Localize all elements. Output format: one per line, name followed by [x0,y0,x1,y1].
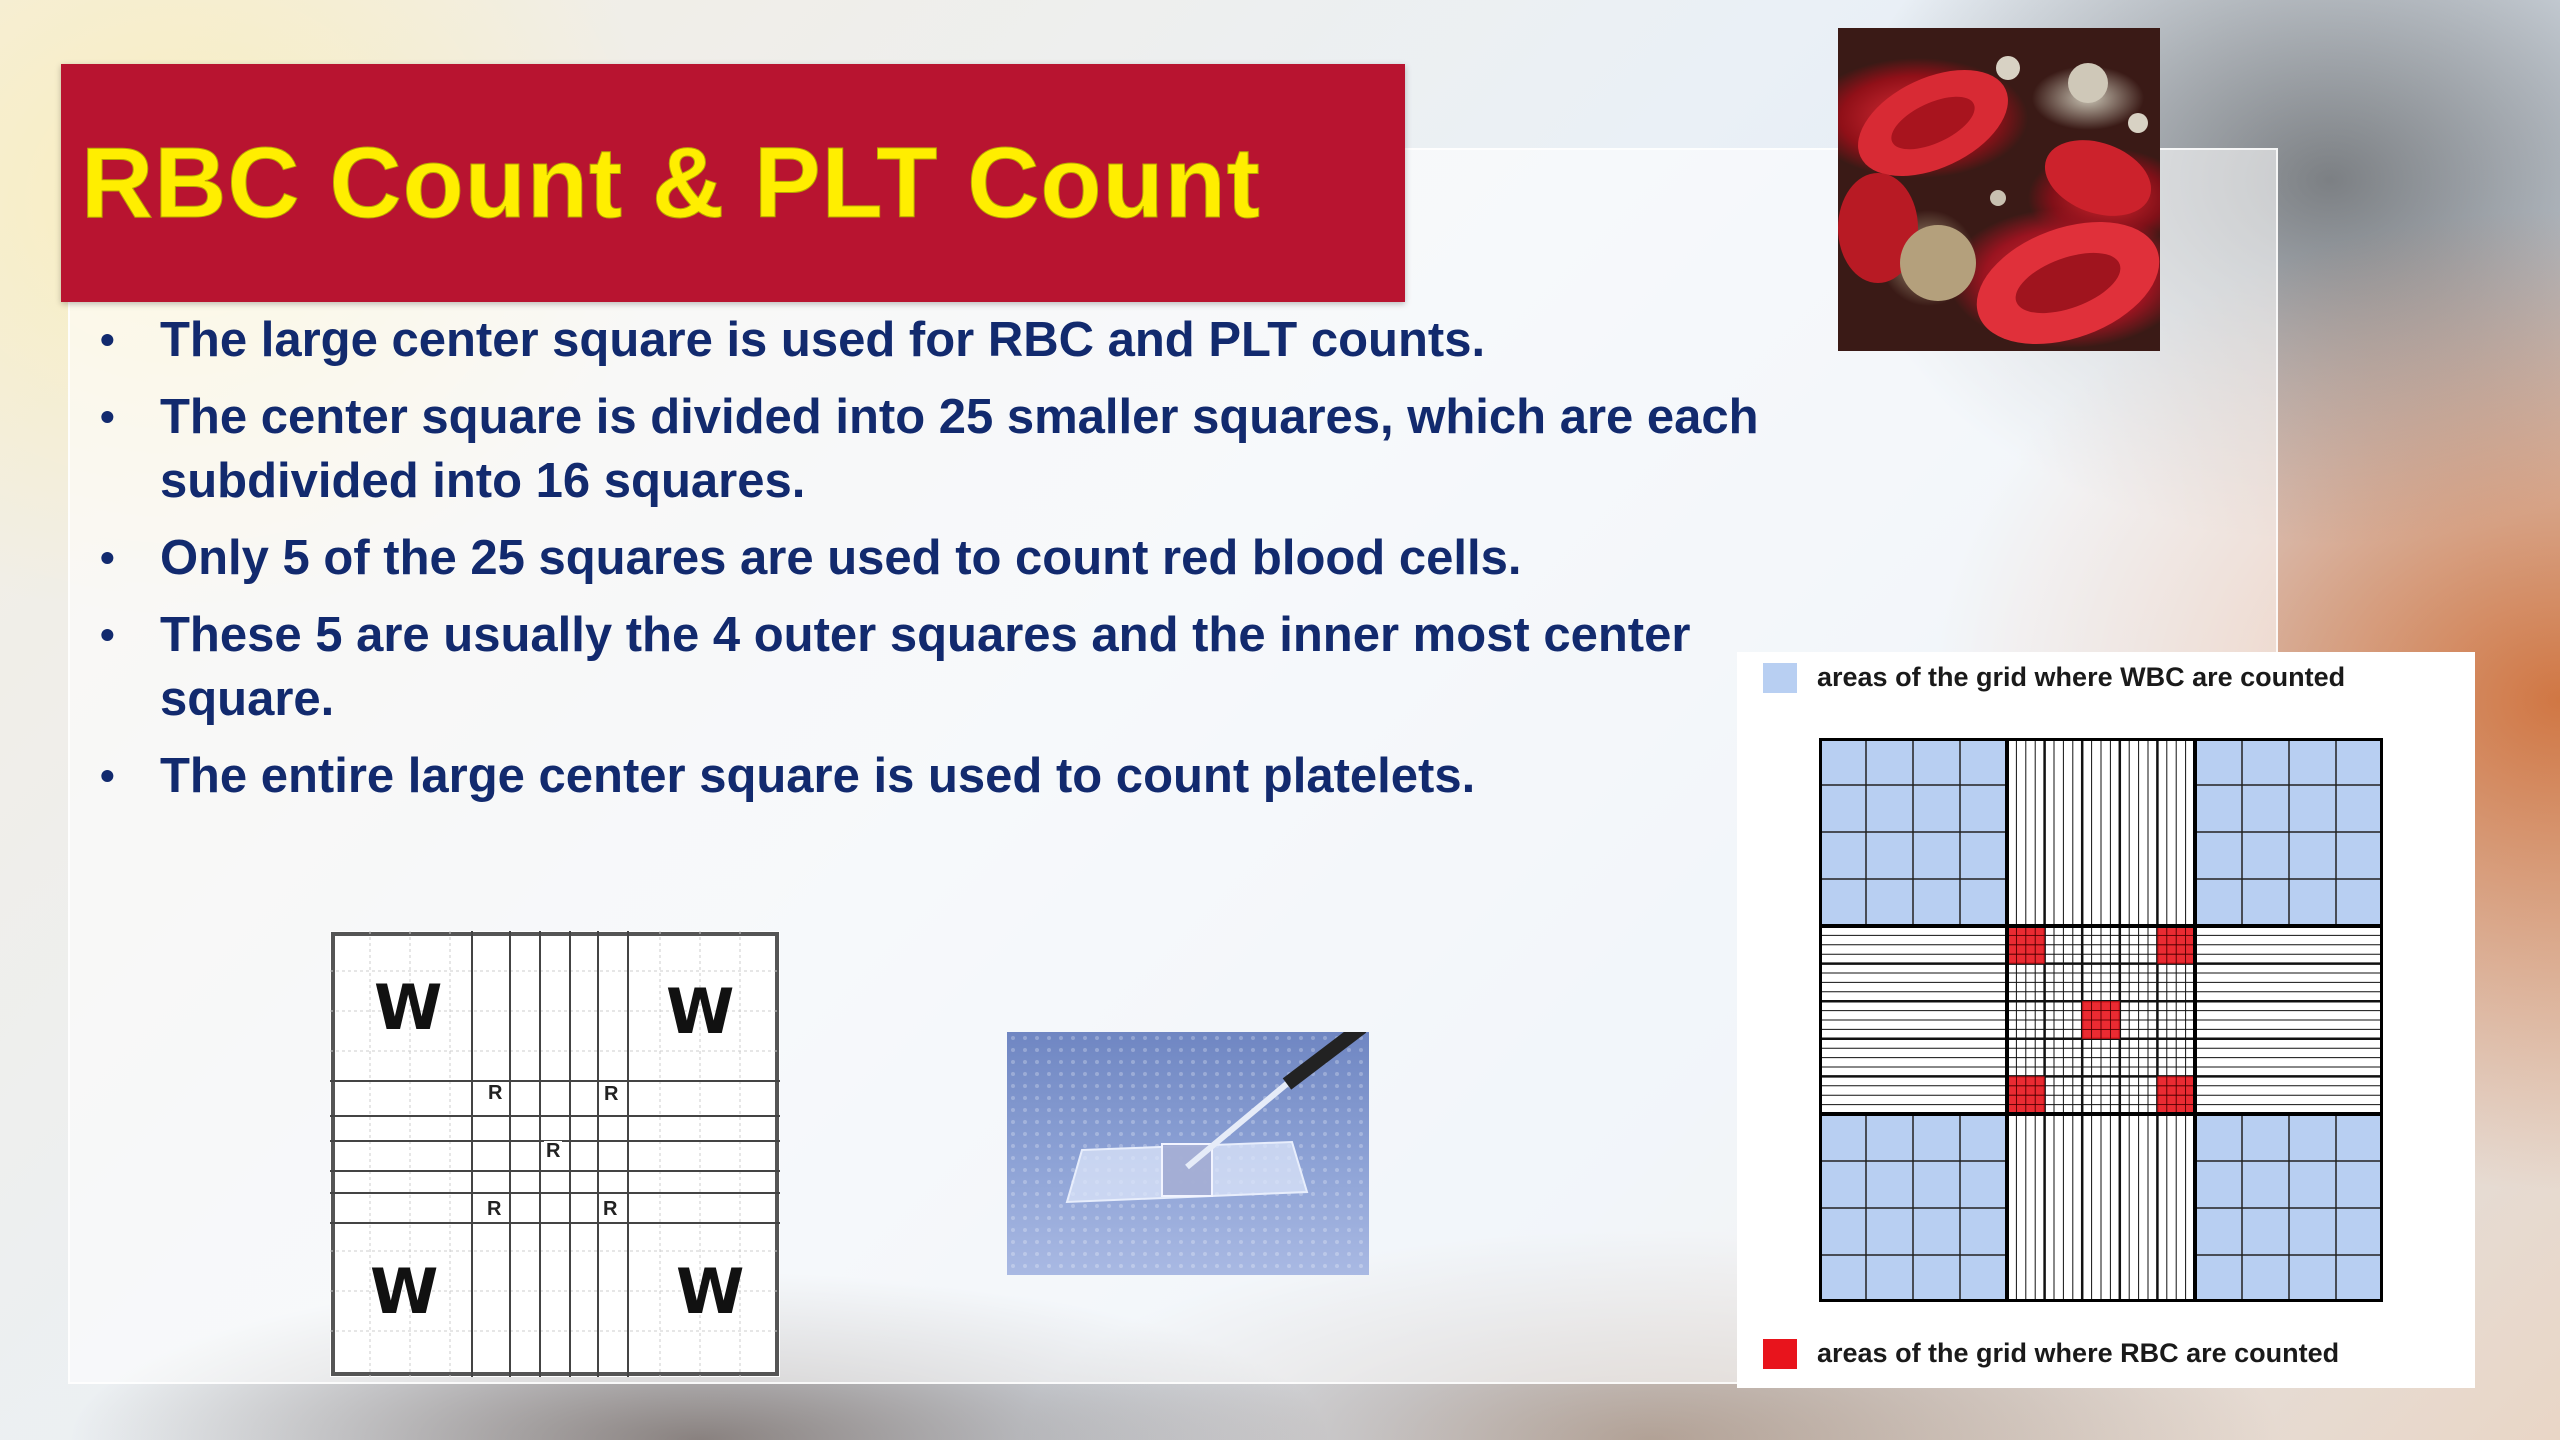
wbc-legend [1763,662,2345,693]
rbc-legend [1763,1338,2339,1369]
wbc-legend-text: areas of the grid where WBC are counted [1817,662,2346,692]
bullet-text: The center square is divided into 25 smaller squares, which are each subdivided into 16 squares. [160,390,1759,508]
rbc-legend-text: areas of the grid where RBC are counted [1817,1338,2340,1368]
wbc-corner-label: W [676,1255,745,1328]
wbc-corner-label: W [374,971,443,1044]
hemocytometer-slide-photo [1007,1032,1369,1275]
bullet-list [100,308,1800,821]
bullet-text: The large center square is used for RBC and PLT counts. [160,313,1486,367]
slide-photo-illustration [1007,1032,1369,1275]
bullet-dot: • [100,752,115,799]
bullet-dot: • [100,611,115,658]
slide-title: RBC Count & PLT Count [81,127,1261,239]
rbc-legend-swatch [1763,1339,1797,1369]
bullet-item [100,603,1800,731]
wbc-corner-label: W [666,975,735,1048]
wbc-legend-swatch [1763,663,1797,693]
bullet-item [100,526,1800,590]
counting-chamber-grid [1819,738,2383,1302]
rbc-square-label: R [604,1083,619,1105]
counting-chamber-grid-diagram [1737,652,2475,1388]
rbc-square-label: R [603,1198,618,1220]
bullet-dot: • [100,534,115,581]
bullet-text: These 5 are usually the 4 outer squares and the inner most center square. [160,608,1691,726]
title-banner [61,64,1405,302]
bullet-dot: • [100,393,115,440]
bullet-text: Only 5 of the 25 squares are used to count red blood cells. [160,531,1522,585]
bullet-text: The entire large center square is used to count platelets. [160,749,1476,803]
bullet-dot: • [100,316,115,363]
bullet-item [100,385,1800,513]
hemocytometer-grid-diagram [330,931,780,1377]
rbc-square-label: R [487,1198,502,1220]
bullet-item [100,744,1800,808]
wbc-corner-label: W [370,1255,439,1328]
blood-cells-illustration [1838,28,2160,351]
rbc-square-label: R [488,1082,503,1104]
blood-cells-image [1838,28,2160,351]
bullet-item [100,308,1800,372]
rbc-square-label: R [546,1140,561,1162]
